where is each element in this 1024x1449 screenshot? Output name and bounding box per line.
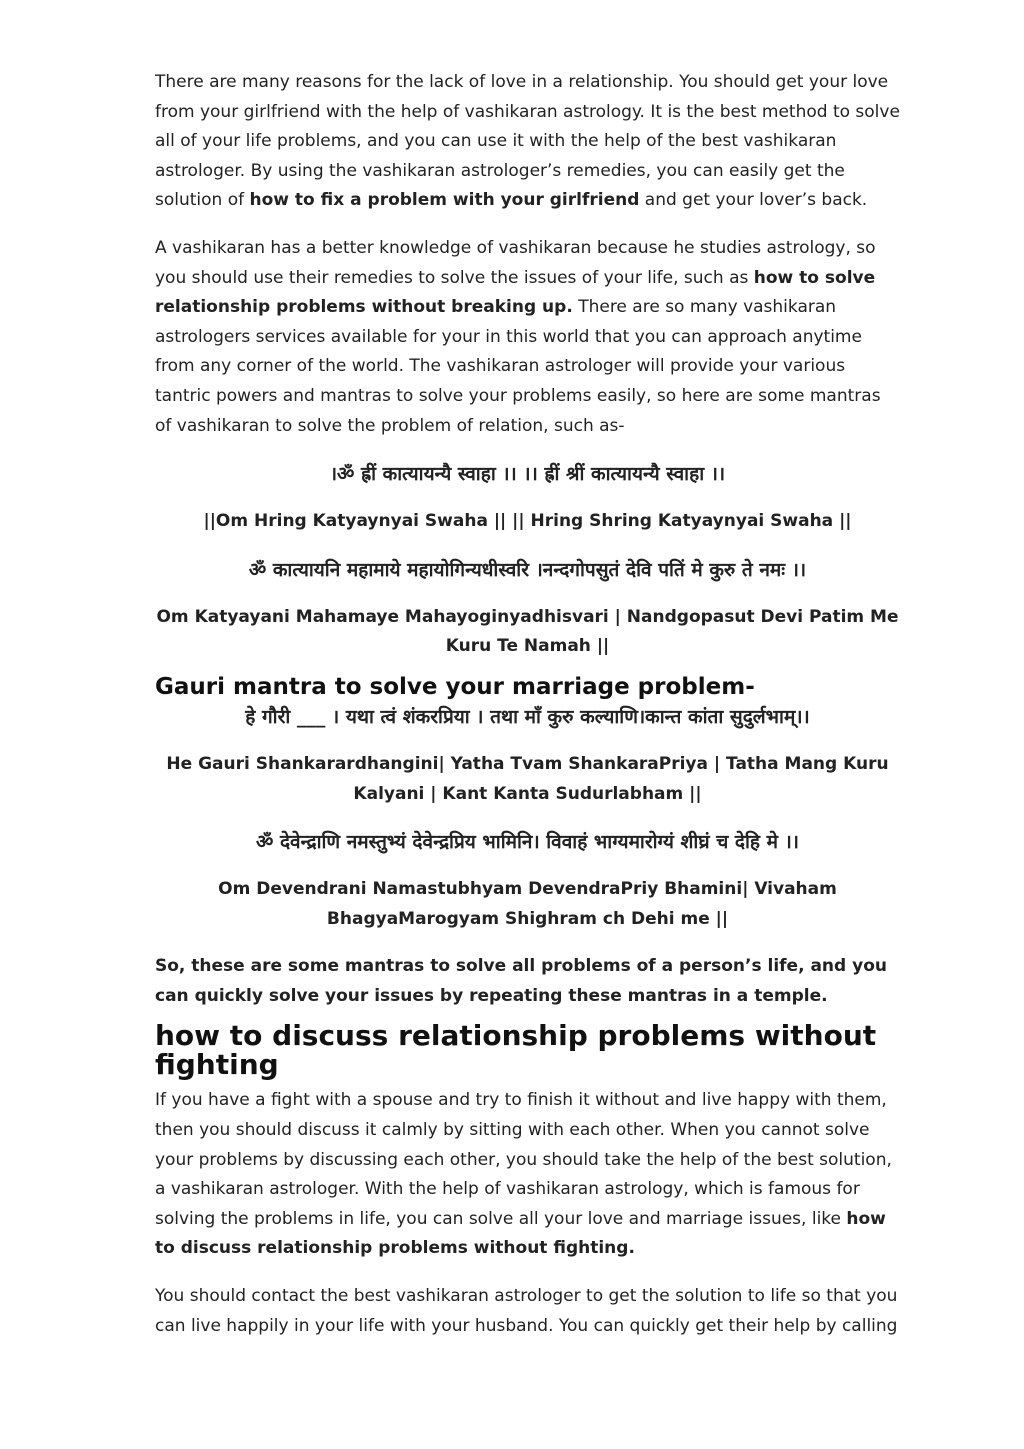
discussion-text: If you have a fight with a spouse and try to finish it without and live happy with them, then you should discuss it calmly by sitting with each other. When you cannot solve your problems by discussing each other, you should take the help of the best solution, a vashikaran astrologer. With the help of vashikaran astrology, which is famous for solving the problems in life, you can solve all your love and marriage issues, like bbox=[155, 1090, 892, 1229]
knowledge-text: A vashikaran has a better knowledge of vashikaran because he studies astrology, so you should use their remedies to solve the issues of your life, such as bbox=[155, 237, 876, 288]
gauri-mantra-heading: Gauri mantra to solve your marriage problem- bbox=[155, 673, 755, 700]
gauri-mantra-devanagari-1: हे गौरी ___ । यथा त्वं शंकरप्रिया । तथा माँ कुरु कल्याणि।कान्त कांता सुदुर्लभाम्।। bbox=[245, 705, 810, 728]
intro-bold-phrase: how to fix a problem with your girlfriend bbox=[249, 190, 640, 211]
gauri-mantra-latin-1: He Gauri Shankarardhangini| Yatha Tvam ShankaraPriya | Tatha Mang Kuru Kalyani | Kant Kanta Sudurlabham || bbox=[166, 753, 889, 804]
section-heading: how to discuss relationship problems without fighting bbox=[155, 1019, 877, 1082]
gauri-mantra-latin-2: Om Devendrani Namastubhyam DevendraPriy Bhamini| Vivaham BhagyaMarogyam Shighram ch Dehi me || bbox=[218, 879, 837, 929]
summary-bold-text: So, these are some mantras to solve all problems of a person’s life, and you can quickly solve your issues by repeating these mantras in a temple. bbox=[155, 956, 887, 1006]
intro-text: There are many reasons for the lack of love in a relationship. You should get your love from your girlfriend with the help of vashikaran astrology. It is the best method to solve all of your life problems, and you can use it with the help of the best vashikaran astrologer. By using the vashikaran astrologer’s remedies, you can easily get the solution of bbox=[155, 72, 900, 211]
katyayani-mantra-devanagari-2: ॐ कात्यायनि महामाये महायोगिन्यधीस्वरि ।नन्दगोपसुतं देवि पतिं मे कुरु ते नमः ।। bbox=[248, 558, 807, 581]
katyayani-mantra-devanagari-1: ।ॐ ह्रीं कात्यायन्यै स्वाहा ।। ।। ह्रीं श्रीं कात्यायन्यै स्वाहा ।। bbox=[329, 463, 726, 486]
intro-text-end: and get your lover’s back. bbox=[639, 190, 868, 211]
discussion-bold-phrase: how to discuss relationship problems without fighting. bbox=[155, 1208, 886, 1259]
knowledge-paragraph bbox=[155, 234, 900, 441]
gauri-mantra-devanagari-2: ॐ देवेन्द्राणि नमस्तुभ्यं देवेन्द्रप्रिय भामिनि। विवाहं भाग्यमारोग्यं शीघ्रं च देहि मे ।। bbox=[256, 831, 799, 854]
intro-paragraph bbox=[155, 68, 900, 216]
katyayani-mantra-latin-2: Om Katyayani Mahamaye Mahayoginyadhisvari | Nandgopasut Devi Patim Me Kuru Te Namah || bbox=[156, 606, 899, 657]
discussion-paragraph bbox=[155, 1086, 900, 1264]
document-page bbox=[155, 68, 900, 1341]
katyayani-mantra-latin-1: ||Om Hring Katyaynyai Swaha || || Hring Shring Katyaynyai Swaha || bbox=[203, 511, 852, 532]
knowledge-text-end: There are so many vashikaran astrologers services available for your in this world that you can approach anytime from any corner of the world. The vashikaran astrologer will provide your various tantric powers and mantras to solve your problems easily, so here are some mantras of vashikaran to solve the problem of relation, such as- bbox=[155, 297, 881, 436]
contact-paragraph: You should contact the best vashikaran astrologer to get the solution to life so that you can live happily in your life with your husband. You can quickly get their help by calling bbox=[155, 1286, 898, 1336]
summary-paragraph bbox=[155, 952, 900, 1011]
knowledge-bold-phrase: how to solve relationship problems without breaking up. bbox=[155, 267, 876, 318]
